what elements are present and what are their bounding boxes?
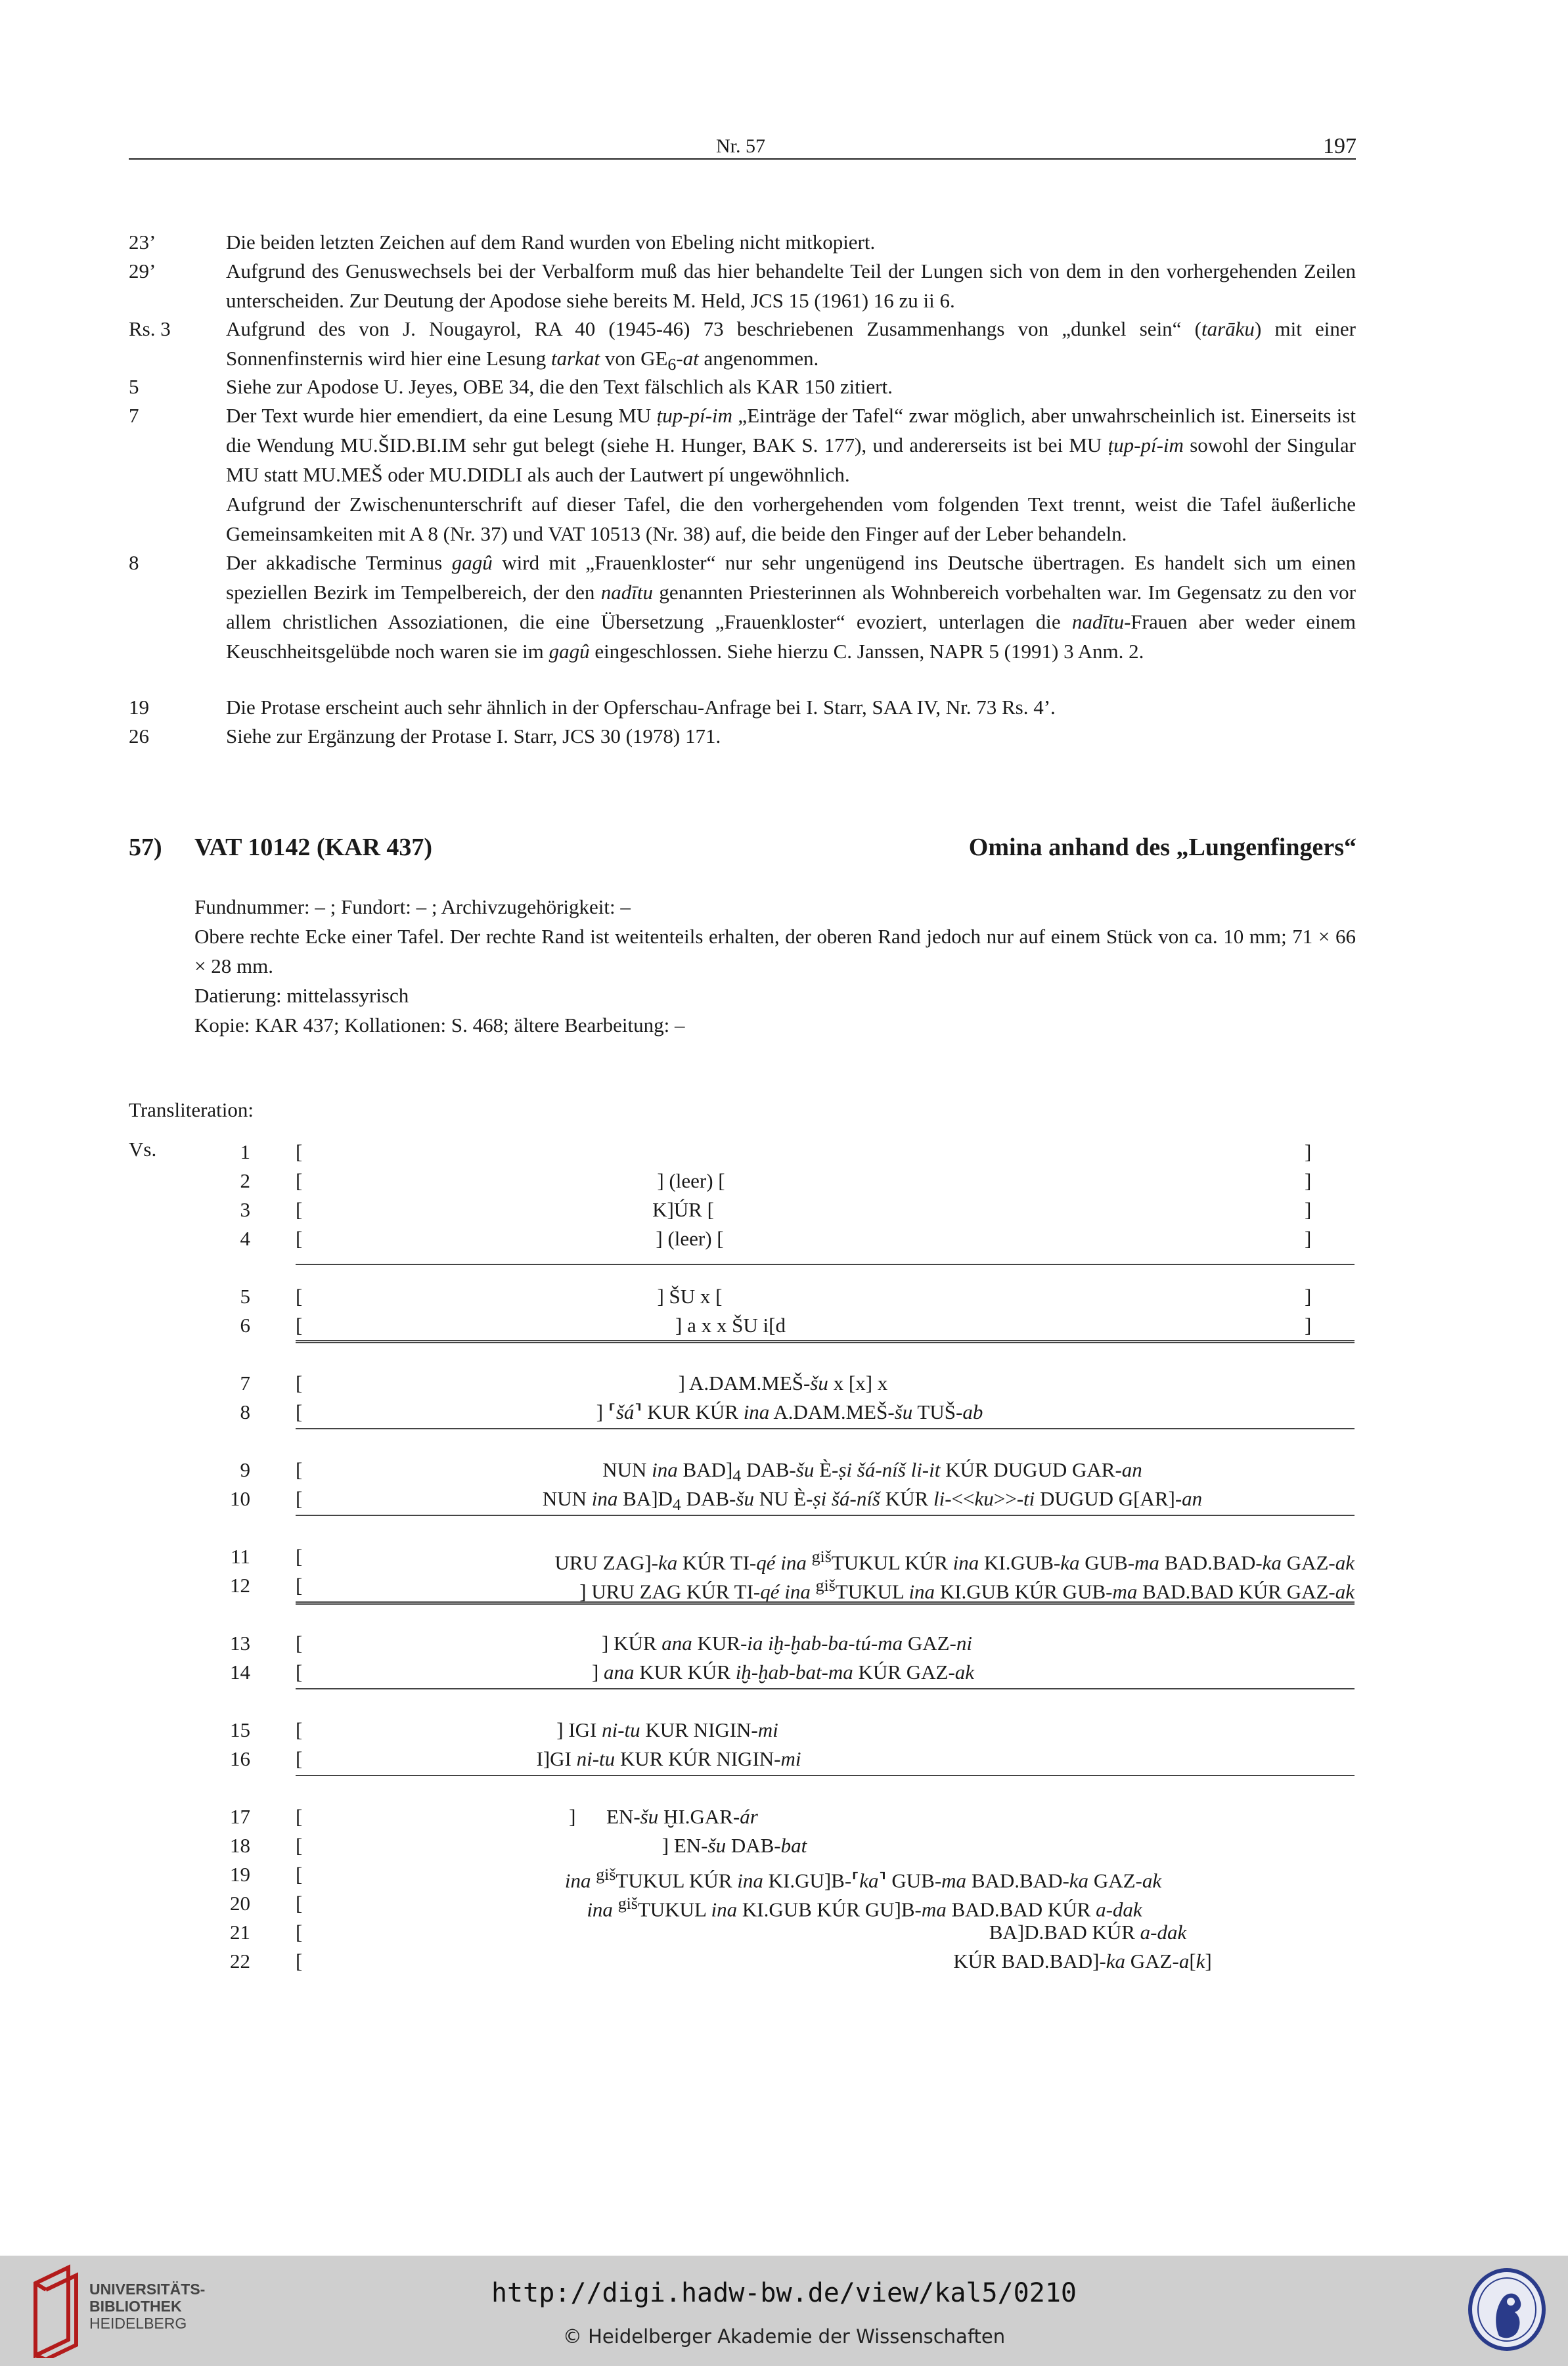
line-number: 1 (240, 1140, 250, 1163)
left-bracket: [ (296, 1661, 303, 1684)
line-number: 9 (240, 1458, 250, 1481)
section-title: VAT 10142 (KAR 437) (194, 834, 433, 861)
footer-bar (0, 2256, 1568, 2366)
double-ruling (296, 1340, 1355, 1343)
line-text: I]GI ni-tu KUR KÚR NIGIN-mi (536, 1747, 801, 1770)
transliteration-line (0, 1311, 1568, 1340)
note-text: Die beiden letzten Zeichen auf dem Rand wurden von Ebeling nicht mitkopiert. (226, 231, 876, 254)
note-text: Die Protase erscheint auch sehr ähnlich in der Opferschau-Anfrage bei I. Starr, SAA IV, Nr. 73 Rs. 4’. (226, 696, 1056, 719)
line-text: NUN ina $BAD]_4$ DAB-šu È-ṣi šá-níš li-it KÚR DUGUD GAR-an (602, 1458, 1142, 1486)
note-reference: 23’ (129, 231, 156, 254)
line-text: ] EN-šu DAB-bat (661, 1834, 807, 1857)
line-number: 15 (230, 1718, 250, 1741)
left-bracket: [ (296, 1400, 303, 1423)
line-number: 19 (230, 1863, 250, 1886)
right-bracket: ] (1305, 1285, 1312, 1308)
transliteration-line (0, 1398, 1568, 1427)
transliteration-line (0, 1629, 1568, 1658)
line-number: 11 (231, 1545, 250, 1568)
line-number: 13 (230, 1632, 250, 1655)
line-number: 3 (240, 1198, 250, 1221)
line-number: 4 (240, 1227, 250, 1250)
left-bracket: [ (296, 1372, 303, 1395)
left-bracket: [ (296, 1892, 303, 1915)
note-reference: 19 (129, 696, 149, 719)
transliteration-line (0, 1947, 1568, 1976)
note-text: Der Text wurde hier emendiert, da eine Lesung MU ṭup-pí-im „Einträge der Tafel“ zwar möglich, aber unwahrscheinlich ist. Einerseits ist die Wendung MU.ŠID.BI.IM sehr gut belegt (siehe H. Hunger, BAK S. 177), und andererseits ist bei MU ṭup-pí-im sowohl der Singular MU statt MU.MEŠ oder MU.DIDLI als auch der Lautwert pí ungewöhnlich. Aufgrund der Zwischenunterschrift auf dieser Tafel, die den vorhergehenden vom folgenden Text trennt, weist die Tafel äußerliche Gemeinsamkeiten mit A 8 (Nr. 37) und VAT 10513 (Nr. 38) auf, die beide den Finger auf der Leber behandeln. (226, 404, 1356, 545)
note-text: Aufgrund des Genuswechsels bei der Verbalform muß das hier behandelte Teil der Lungen sich von dem in den vorhergehenden Zeilen unterscheiden. Zur Deutung der Apodose siehe bereits M. Held, JCS 15 (1961) 16 zu ii 6. (226, 259, 1356, 312)
right-bracket: ] (1305, 1140, 1312, 1163)
transliteration-line (0, 1167, 1568, 1195)
ruling-line (296, 1264, 1355, 1265)
transliteration-line (0, 1484, 1568, 1513)
transliteration-line (0, 1745, 1568, 1774)
transliteration-line (0, 1282, 1568, 1311)
line-number: 10 (230, 1487, 250, 1510)
right-bracket: ] (1305, 1227, 1312, 1250)
line-number: 16 (230, 1747, 250, 1770)
line-text: ina $^{giš}$TUKUL KÚR ina KI.GU]B-⸢ka⸣ GUB-ma BAD.BAD-ka GAZ-ak (564, 1865, 1162, 1892)
line-text: URU ZAG]-ka KÚR TI-qé ina $^{giš}$TUKUL KÚR ina KI.GUB-ka GUB-ma BAD.BAD-ka GAZ-ak (554, 1547, 1355, 1574)
page-number: 197 (1323, 134, 1356, 158)
line-text: ] (leer) [ (656, 1227, 724, 1250)
left-bracket: [ (296, 1747, 303, 1770)
line-text: ] ⸢šá⸣ KUR KÚR ina A.DAM.MEŠ-šu TUŠ-ab (596, 1400, 983, 1423)
line-text: ] a x x ŠU i[d (675, 1314, 786, 1337)
ruling-line (296, 1775, 1355, 1776)
line-text: ] (leer) [ (657, 1169, 725, 1192)
left-bracket: [ (296, 1314, 303, 1337)
transliteration-line (0, 1831, 1568, 1860)
left-bracket: [ (296, 1950, 303, 1973)
transliteration-line (0, 1456, 1568, 1484)
transliteration-line (0, 1369, 1568, 1398)
transliteration-line (0, 1195, 1568, 1224)
transliteration-line (0, 1889, 1568, 1921)
note-reference: Rs. 3 (129, 317, 171, 340)
line-number: 7 (240, 1372, 250, 1395)
left-bracket: [ (296, 1169, 303, 1192)
section-subject-title: Omina anhand des „Lungenfingers“ (968, 834, 1356, 861)
line-number: 8 (240, 1400, 250, 1423)
line-number: 5 (240, 1285, 250, 1308)
left-bracket: [ (296, 1487, 303, 1510)
ruling-line (296, 1688, 1355, 1689)
line-text: KÚR BAD.BAD]-ka GAZ-a[k] (953, 1950, 1212, 1973)
meta-description: Obere rechte Ecke einer Tafel. Der rechte Rand ist weitenteils erhalten, der oberen Rand jedoch nur auf einem Stück von ca. 10 mm; 71 × 66 × 28 mm. (194, 925, 1356, 977)
transliteration-line (0, 1802, 1568, 1831)
line-text: ] A.DAM.MEŠ-šu x [x] x (678, 1372, 888, 1395)
transliteration-heading: Transliteration: (129, 1098, 254, 1121)
left-bracket: [ (296, 1458, 303, 1481)
transliteration-line (0, 1542, 1568, 1574)
academy-seal-icon (1467, 2267, 1546, 2352)
ruling-line (296, 1428, 1355, 1429)
transliteration-line (0, 1716, 1568, 1745)
left-bracket: [ (296, 1545, 303, 1568)
left-bracket: [ (296, 1140, 303, 1163)
note-text: Der akkadische Terminus gagû wird mit „Frauenkloster“ nur sehr ungenügend ins Deutsche übertragen. Es handelt sich um einen speziellen Bezirk im Tempelbereich, der den nadītu genannten Priesterinnen als Wohnbereich vorbehalten war. Im Gegensatz zu den vor allem christlichen Assoziationen, die eine Übersetzung „Frauenkloster“ evoziert, unterlagen die nadītu-Frauen aber weder einem Keuschheitsgelübde noch waren sie im gagû eingeschlossen. Siehe hierzu C. Janssen, NAPR 5 (1991) 3 Anm. 2. (226, 551, 1356, 663)
transliteration-line (0, 1571, 1568, 1603)
double-ruling (296, 1601, 1355, 1605)
note-text: Siehe zur Apodose U. Jeyes, OBE 34, die den Text fälschlich als KAR 150 zitiert. (226, 375, 893, 398)
copyright-notice: © Heidelberger Akademie der Wissenschaften (562, 2325, 1006, 2348)
line-text: ] URU ZAG KÚR TI-qé ina $^{giš}$TUKUL ina KI.GUB KÚR GUB-ma BAD.BAD KÚR GAZ-ak (579, 1576, 1355, 1603)
transliteration-line (0, 1918, 1568, 1947)
library-logo-text: UNIVERSITÄTS- BIBLIOTHEK HEIDELBERG (89, 2281, 206, 2332)
line-text: ] ŠU x [ (657, 1285, 723, 1308)
left-bracket: [ (296, 1227, 303, 1250)
note-reference: 7 (129, 404, 139, 427)
line-number: 14 (230, 1661, 250, 1684)
right-bracket: ] (1305, 1198, 1312, 1221)
left-bracket: [ (296, 1632, 303, 1655)
meta-find-info: Fundnummer: – ; Fundort: – ; Archivzugehörigkeit: – (194, 895, 631, 918)
note-reference: 26 (129, 725, 149, 748)
note-text: Siehe zur Ergänzung der Protase I. Starr, JCS 30 (1978) 171. (226, 725, 721, 748)
note-text: Aufgrund des von J. Nougayrol, RA 40 (1945-46) 73 beschriebenen Zusammenhangs von „dunkel sein“ (tarāku) mit einer Sonnenfinsternis wird hier eine Lesung tarkat von $GE_6-at$ angenommen. (226, 317, 1356, 374)
note-reference: 29’ (129, 259, 156, 282)
note-reference: 8 (129, 551, 139, 574)
meta-copy-info: Kopie: KAR 437; Kollationen: S. 468; ältere Bearbeitung: – (194, 1014, 685, 1037)
left-bracket: [ (296, 1921, 303, 1944)
transliteration-line (0, 1138, 1568, 1167)
header-rule (129, 158, 1356, 160)
right-bracket: ] (1305, 1169, 1312, 1192)
section-number: 57) (129, 834, 162, 861)
right-bracket: ] (1305, 1314, 1312, 1337)
left-bracket: [ (296, 1574, 303, 1597)
line-text: ] IGI ni-tu KUR NIGIN-mi (556, 1718, 778, 1741)
line-number: 17 (230, 1805, 250, 1828)
left-bracket: [ (296, 1834, 303, 1857)
line-text: ] KÚR ana KUR-ia iḫ-ḫab-ba-tú-ma GAZ-ni (601, 1632, 973, 1655)
left-bracket: [ (296, 1718, 303, 1741)
line-number: 20 (230, 1892, 250, 1915)
line-number: 18 (230, 1834, 250, 1857)
left-bracket: [ (296, 1863, 303, 1886)
line-number: 6 (240, 1314, 250, 1337)
ruling-line (296, 1515, 1355, 1516)
transliteration-line (0, 1860, 1568, 1892)
line-number: 2 (240, 1169, 250, 1192)
source-url-link[interactable]: http://digi.hadw-bw.de/view/kal5/0210 (491, 2278, 1077, 2308)
line-number: 22 (230, 1950, 250, 1973)
line-text: NUN ina $BA]D_4$ DAB-šu NU È-ṣi šá-níš KÚR li-<<ku>>-ti DUGUD G[AR]-an (542, 1487, 1203, 1515)
tablet-metadata (194, 892, 1356, 1040)
line-text: K]ÚR [ (652, 1198, 714, 1221)
line-text: ] EN-šu ḪI.GAR-ár (569, 1805, 758, 1828)
transliteration-line (0, 1224, 1568, 1253)
obverse-label: Vs. (129, 1138, 157, 1161)
running-header: Nr. 57 (716, 135, 765, 157)
line-number: 12 (230, 1574, 250, 1597)
meta-dating: Datierung: mittelassyrisch (194, 984, 409, 1007)
left-bracket: [ (296, 1285, 303, 1308)
transliteration-line (0, 1658, 1568, 1687)
line-text: ] ana KUR KÚR iḫ-ḫab-bat-ma KÚR GAZ-ak (591, 1661, 975, 1684)
left-bracket: [ (296, 1805, 303, 1828)
left-bracket: [ (296, 1198, 303, 1221)
line-number: 21 (230, 1921, 250, 1944)
line-text: ina $^{giš}$TUKUL ina KI.GUB KÚR GU]B-ma BAD.BAD KÚR a-dak (587, 1894, 1142, 1921)
line-text: BA]D.BAD KÚR a-dak (989, 1921, 1187, 1944)
note-reference: 5 (129, 375, 139, 398)
